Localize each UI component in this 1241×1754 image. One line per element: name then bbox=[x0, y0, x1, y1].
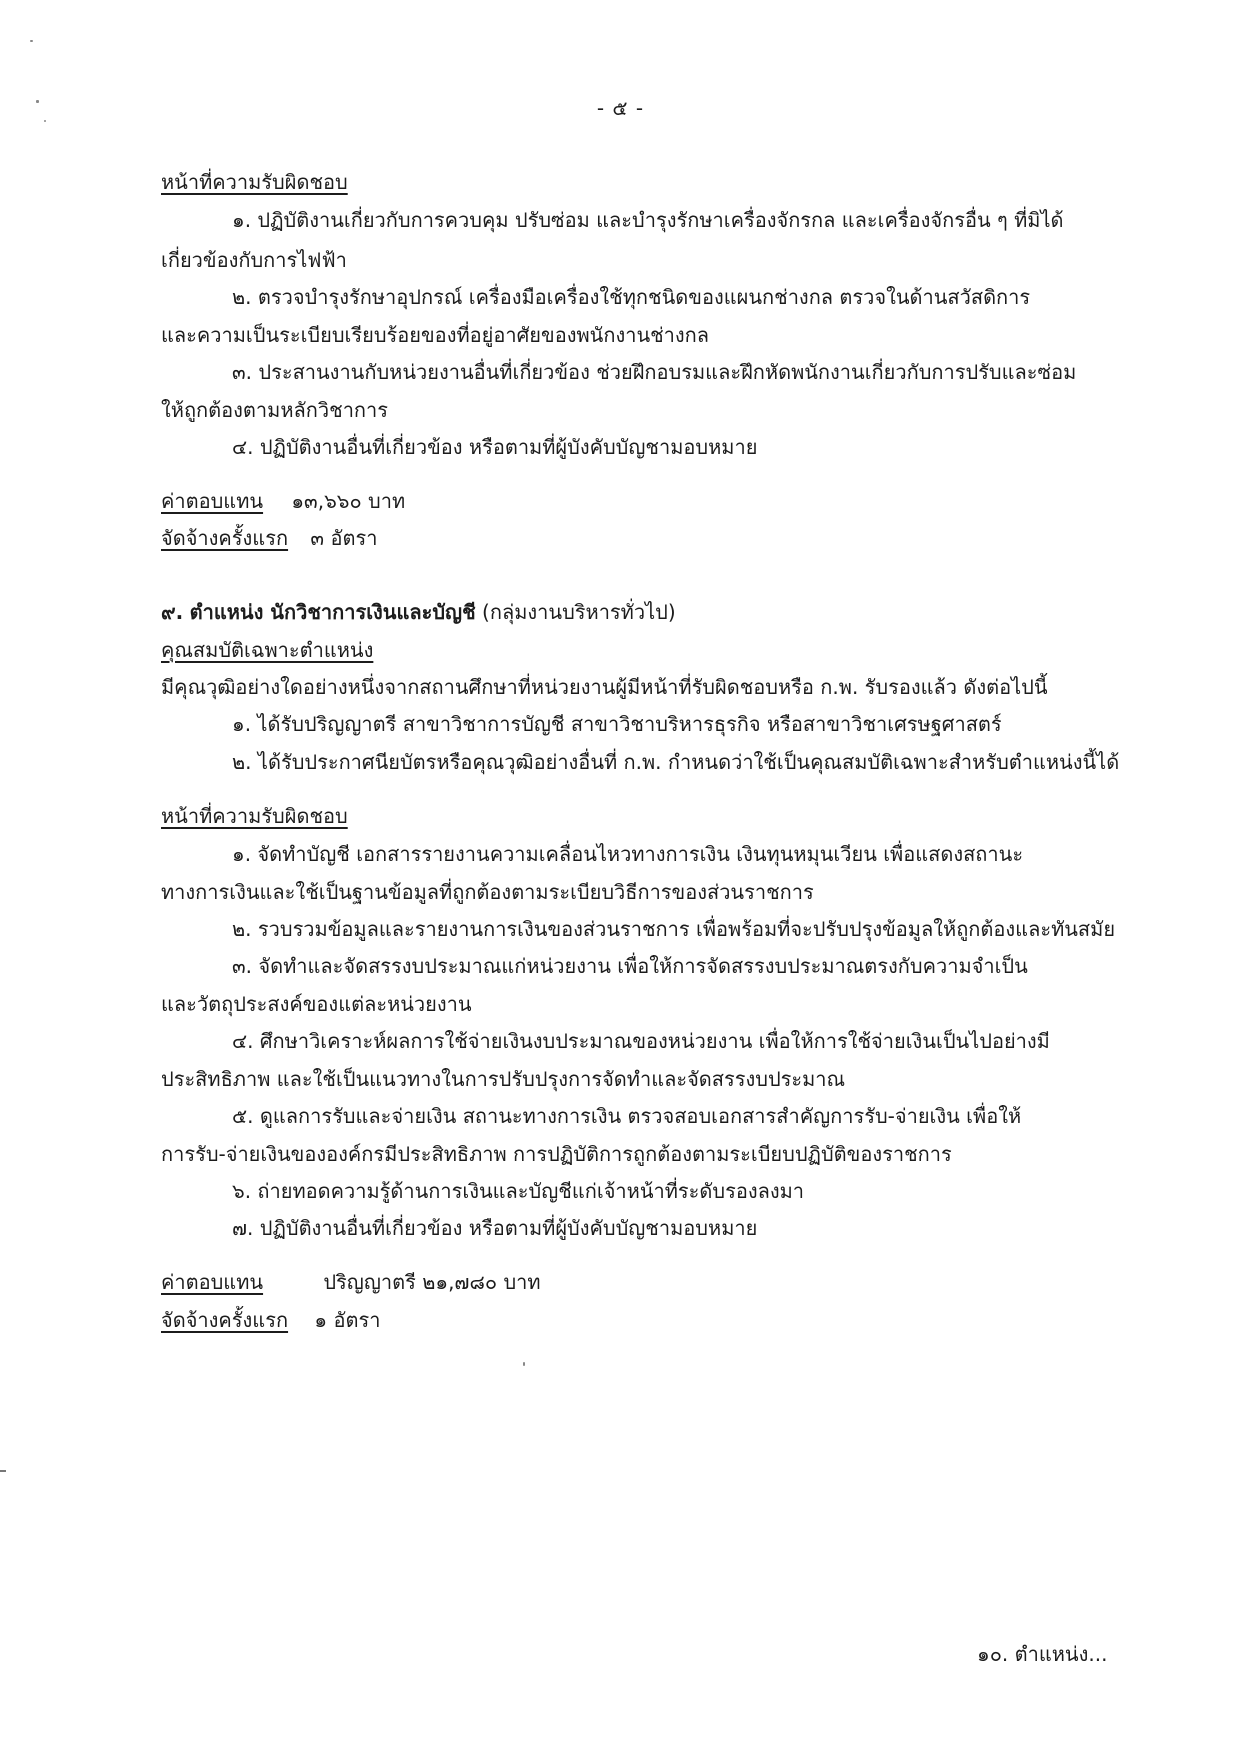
hiring-value: ๑ อัตรา bbox=[314, 1308, 381, 1332]
duty-item: ๔. ปฏิบัติงานอื่นที่เกี่ยวข้อง หรือตามที่ผู้บังคับบัญชามอบหมาย bbox=[232, 435, 758, 459]
page-number: - ๕ - bbox=[596, 96, 645, 120]
section-heading-duties: หน้าที่ความรับผิดชอบ bbox=[161, 804, 348, 828]
duty-item-continuation: การรับ-จ่ายเงินขององค์กรมีประสิทธิภาพ การปฏิบัติการถูกต้องตามระเบียบปฏิบัติของราชการ bbox=[161, 1142, 952, 1166]
duty-item: ๖. ถ่ายทอดความรู้ด้านการเงินและบัญชีแก่เจ้าหน้าที่ระดับรองลงมา bbox=[232, 1179, 805, 1203]
hiring-row bbox=[161, 524, 377, 552]
hiring-label: จัดจ้างครั้งแรก bbox=[161, 1308, 289, 1332]
hiring-row bbox=[161, 1306, 380, 1334]
duty-item: ๒. รวบรวมข้อมูลและรายงานการเงินของส่วนราชการ เพื่อพร้อมที่จะปรับปรุงข้อมูลให้ถูกต้องและทันสมัย bbox=[232, 917, 1116, 941]
compensation-label: ค่าตอบแทน bbox=[161, 1270, 264, 1294]
qualification-item: ๒. ได้รับประกาศนียบัตรหรือคุณวุฒิอย่างอื่นที่ ก.พ. กำหนดว่าใช้เป็นคุณสมบัติเฉพาะสำหรับตำแหน่งนี้ได้ bbox=[232, 750, 1120, 774]
scan-speck bbox=[523, 1362, 525, 1366]
duty-item: ๓. จัดทำและจัดสรรงบประมาณแก่หน่วยงาน เพื่อให้การจัดสรรงบประมาณตรงกับความจำเป็น bbox=[232, 954, 1028, 978]
position-group: (กลุ่มงานบริหารทั่วไป) bbox=[482, 600, 676, 624]
hiring-label: จัดจ้างครั้งแรก bbox=[161, 526, 289, 550]
duty-item-continuation: เกี่ยวข้องกับการไฟฟ้า bbox=[161, 248, 347, 272]
duty-item-continuation: ทางการเงินและใช้เป็นฐานข้อมูลที่ถูกต้องตามระเบียบวิธีการของส่วนราชการ bbox=[161, 880, 814, 904]
duty-item-continuation: และความเป็นระเบียบเรียบร้อยของที่อยู่อาศัยของพนักงานช่างกล bbox=[161, 323, 710, 347]
duty-item: ๗. ปฏิบัติงานอื่นที่เกี่ยวข้อง หรือตามที่ผู้บังคับบัญชามอบหมาย bbox=[232, 1216, 758, 1240]
continuation-footer: ๑๐. ตำแหน่ง... bbox=[977, 1642, 1108, 1666]
compensation-row bbox=[161, 487, 405, 515]
qualification-heading: คุณสมบัติเฉพาะตำแหน่ง bbox=[161, 638, 374, 662]
compensation-label: ค่าตอบแทน bbox=[161, 489, 264, 513]
duty-item: ๓. ประสานงานกับหน่วยงานอื่นที่เกี่ยวข้อง ช่วยฝึกอบรมและฝึกหัดพนักงานเกี่ยวกับการปรับและซ่อม bbox=[232, 360, 1077, 384]
position-name: ตำแหน่ง นักวิชาการเงินและบัญชี bbox=[189, 600, 476, 624]
duty-item: ๑. จัดทำบัญชี เอกสารรายงานความเคลื่อนไหวทางการเงิน เงินทุนหมุนเวียน เพื่อแสดงสถานะ bbox=[232, 842, 1024, 866]
position-title bbox=[161, 598, 676, 626]
compensation-value: ปริญญาตรี ๒๑,๗๘๐ บาท bbox=[323, 1270, 541, 1294]
duty-item: ๔. ศึกษาวิเคราะห์ผลการใช้จ่ายเงินงบประมาณของหน่วยงาน เพื่อให้การใช้จ่ายเงินเป็นไปอย่างมี bbox=[232, 1029, 1050, 1053]
scan-speck bbox=[30, 40, 33, 42]
qualification-intro: มีคุณวุฒิอย่างใดอย่างหนึ่งจากสถานศึกษาที่หน่วยงานผู้มีหน้าที่รับผิดชอบหรือ ก.พ. รับรองแล้ว ดังต่อไปนี้ bbox=[161, 675, 1048, 699]
duty-item-continuation: และวัตถุประสงค์ของแต่ละหน่วยงาน bbox=[161, 992, 472, 1016]
compensation-value: ๑๓,๖๖๐ บาท bbox=[291, 489, 406, 513]
duty-item-continuation: ให้ถูกต้องตามหลักวิชาการ bbox=[161, 398, 389, 422]
hiring-value: ๓ อัตรา bbox=[310, 526, 378, 550]
compensation-row bbox=[161, 1268, 541, 1296]
duty-item-continuation: ประสิทธิภาพ และใช้เป็นแนวทางในการปรับปรุงการจัดทำและจัดสรรงบประมาณ bbox=[161, 1067, 846, 1091]
qualification-item: ๑. ได้รับปริญญาตรี สาขาวิชาการบัญชี สาขาวิชาบริหารธุรกิจ หรือสาขาวิชาเศรษฐศาสตร์ bbox=[232, 712, 1002, 736]
position-number: ๙. bbox=[161, 600, 184, 624]
duty-item: ๕. ดูแลการรับและจ่ายเงิน สถานะทางการเงิน ตรวจสอบเอกสารสำคัญการรับ-จ่ายเงิน เพื่อให้ bbox=[232, 1104, 1022, 1128]
duty-item: ๒. ตรวจบำรุงรักษาอุปกรณ์ เครื่องมือเครื่องใช้ทุกชนิดของแผนกช่างกล ตรวจในด้านสวัสดิการ bbox=[232, 285, 1031, 309]
duty-item: ๑. ปฏิบัติงานเกี่ยวกับการควบคุม ปรับซ่อม และบำรุงรักษาเครื่องจักรกล และเครื่องจักรอื่น ๆ ที่มิได้ bbox=[232, 208, 1064, 232]
section-heading-duties: หน้าที่ความรับผิดชอบ bbox=[161, 170, 348, 194]
scan-edge-mark bbox=[0, 1470, 6, 1472]
